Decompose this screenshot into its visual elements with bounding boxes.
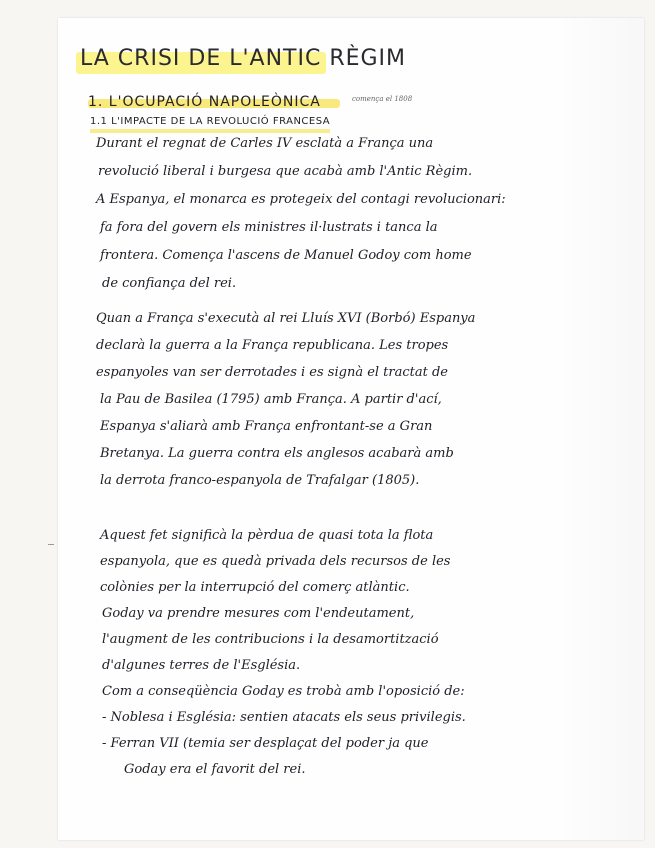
margin-mark	[48, 544, 54, 545]
text-line: la Pau de Basilea (1795) amb França. A partir d'ací,	[100, 392, 442, 407]
text-line: Durant el regnat de Carles IV esclatà a França una	[96, 136, 434, 151]
page-edge-shadow	[554, 18, 644, 840]
text-line: colònies per la interrupció del comerç atlàntic.	[100, 580, 410, 595]
text-line: Goday va prendre mesures com l'endeutament,	[102, 606, 415, 621]
text-line: - Ferran VII (temia ser desplaçat del poder ja que	[102, 736, 429, 751]
text-line: Espanya s'aliarà amb França enfrontant-se a Gran	[100, 419, 433, 434]
text-line: de confiança del rei.	[102, 276, 237, 291]
text-line: - Noblesa i Església: sentien atacats els seus privilegis.	[102, 710, 466, 725]
text-line: Aquest fet significà la pèrdua de quasi tota la flota	[100, 528, 434, 543]
page-title: LA CRISI DE L'ANTIC RÈGIM	[80, 46, 407, 71]
text-line: l'augment de les contribucions i la desamortització	[102, 632, 439, 647]
text-line: A Espanya, el monarca es protegeix del contagi revolucionari:	[96, 192, 506, 207]
text-line: fa fora del govern els ministres il·lustrats i tanca la	[100, 220, 438, 235]
text-line: Quan a França s'executà al rei Lluís XVI (Borbó) Espanya	[96, 311, 476, 326]
text-line: frontera. Comença l'ascens de Manuel Godoy com home	[100, 248, 472, 263]
section-heading: 1. L'OCUPACIÓ NAPOLEÒNICA	[88, 94, 321, 110]
text-line: la derrota franco-espanyola de Trafalgar (1805).	[100, 473, 420, 488]
subheading: 1.1 L'IMPACTE DE LA REVOLUCIÓ FRANCESA	[90, 116, 331, 127]
text-line: Bretanya. La guerra contra els anglesos acabarà amb	[100, 446, 454, 461]
text-line: espanyoles van ser derrotades i es signà el tractat de	[96, 365, 449, 380]
text-line: espanyola, que es quedà privada dels recursos de les	[100, 554, 451, 569]
text-line: Goday era el favorit del rei.	[124, 762, 306, 777]
text-line: d'algunes terres de l'Església.	[102, 658, 301, 673]
text-line: declarà la guerra a la França republicana. Les tropes	[96, 338, 449, 353]
section-margin-note: comença el 1808	[352, 95, 413, 103]
text-line: Com a conseqüència Goday es trobà amb l'oposició de:	[102, 684, 465, 699]
text-line: revolució liberal i burgesa que acabà amb l'Antic Règim.	[98, 164, 473, 179]
subheading-underline	[90, 129, 330, 133]
